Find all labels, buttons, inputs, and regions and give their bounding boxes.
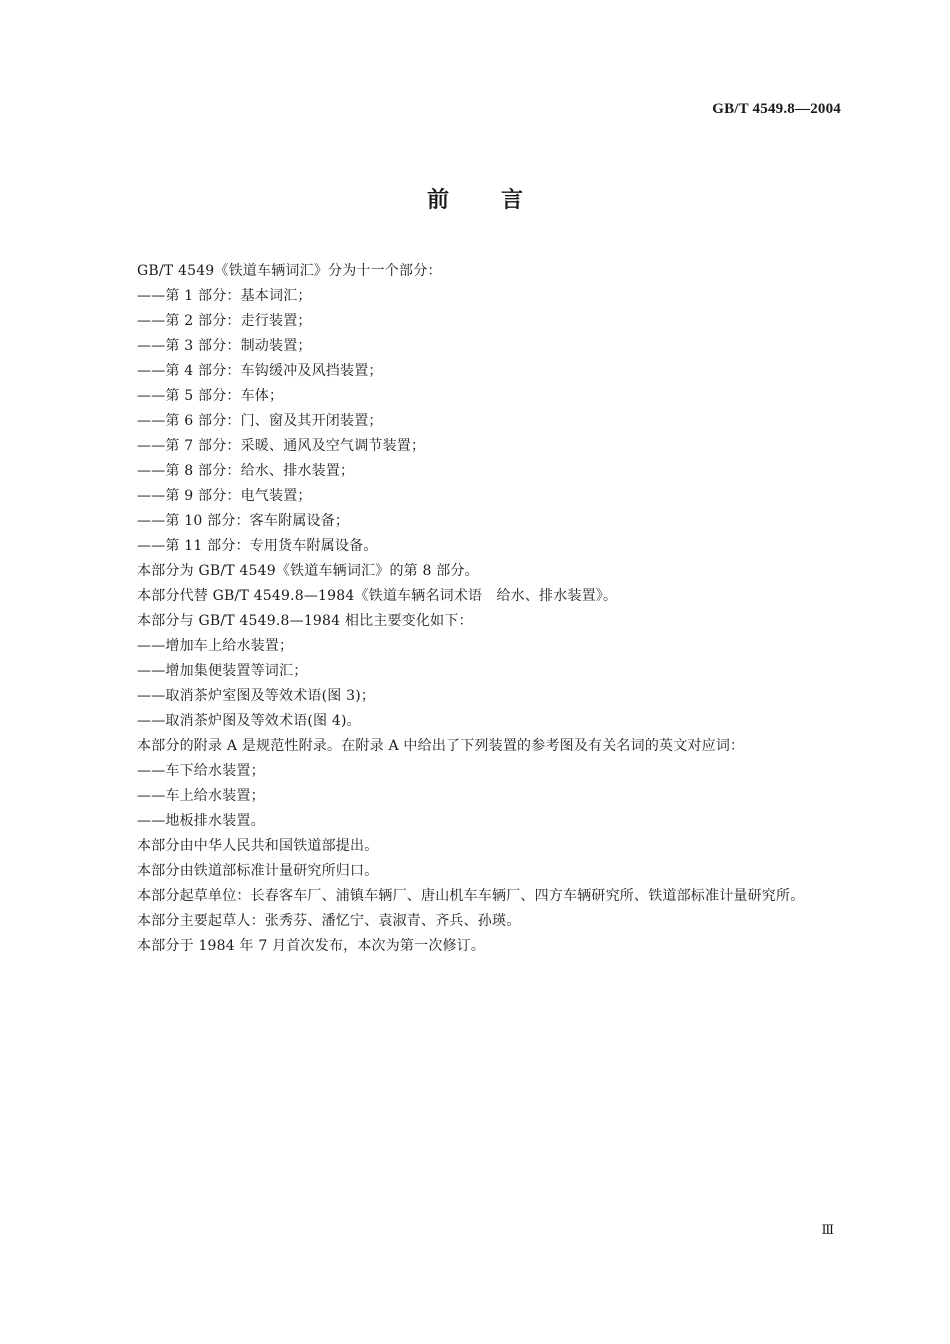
page-number: Ⅲ [821,1222,834,1237]
list-item: ——第 7 部分：采暖、通风及空气调节装置； [137,438,426,454]
list-item: ——增加车上给水装置； [137,638,294,654]
paragraph: GB/T 4549《铁道车辆词汇》分为十一个部分： [137,263,442,279]
list-item: ——第 3 部分：制动装置； [137,338,312,354]
list-item: ——第 1 部分：基本词汇； [137,288,312,304]
list-item: ——第 6 部分：门、窗及其开闭装置； [137,413,383,429]
paragraph: 本部分于 1984 年 7 月首次发布，本次为第一次修订。 [137,938,486,954]
list-item: ——第 2 部分：走行装置； [137,313,312,329]
page-title: 前言 [426,188,575,213]
paragraph: 本部分与 GB/T 4549.8—1984 相比主要变化如下： [137,613,473,629]
list-item: ——取消茶炉图及等效术语(图 4)。 [137,713,361,729]
paragraph: 本部分由中华人民共和国铁道部提出。 [137,838,379,854]
list-item: ——第 8 部分：给水、排水装置； [137,463,355,479]
list-item: ——第 4 部分：车钩缓冲及风挡装置； [137,363,383,379]
paragraph: 本部分的附录 A 是规范性附录。在附录 A 中给出了下列装置的参考图及有关名词的英文对应词： [137,738,745,754]
list-item: ——第 5 部分：车体； [137,388,284,404]
list-item: ——地板排水装置。 [137,813,265,829]
standard-number: GB/T 4549.8—2004 [712,101,841,117]
foreword-body [107,259,843,959]
list-item: ——车下给水装置； [137,763,265,779]
list-item: ——第 10 部分：客车附属设备； [137,513,350,529]
list-item: ——车上给水装置； [137,788,265,804]
paragraph: 本部分主要起草人：张秀芬、潘忆宁、袁淑青、齐兵、孙瑛。 [137,913,521,929]
list-item: ——增加集便装置等词汇； [137,663,308,679]
list-item: ——取消茶炉室图及等效术语(图 3)； [137,688,376,704]
list-item: ——第 11 部分：专用货车附属设备。 [137,538,378,554]
paragraph: 本部分为 GB/T 4549《铁道车辆词汇》的第 8 部分。 [137,563,479,579]
list-item: ——第 9 部分：电气装置； [137,488,312,504]
paragraph: 本部分代替 GB/T 4549.8—1984《铁道车辆名词术语 给水、排水装置》。 [137,588,618,604]
paragraph: 本部分起草单位：长春客车厂、浦镇车辆厂、唐山机车车辆厂、四方车辆研究所、铁道部标准计量研究所。 [137,888,805,904]
paragraph: 本部分由铁道部标准计量研究所归口。 [137,863,379,879]
